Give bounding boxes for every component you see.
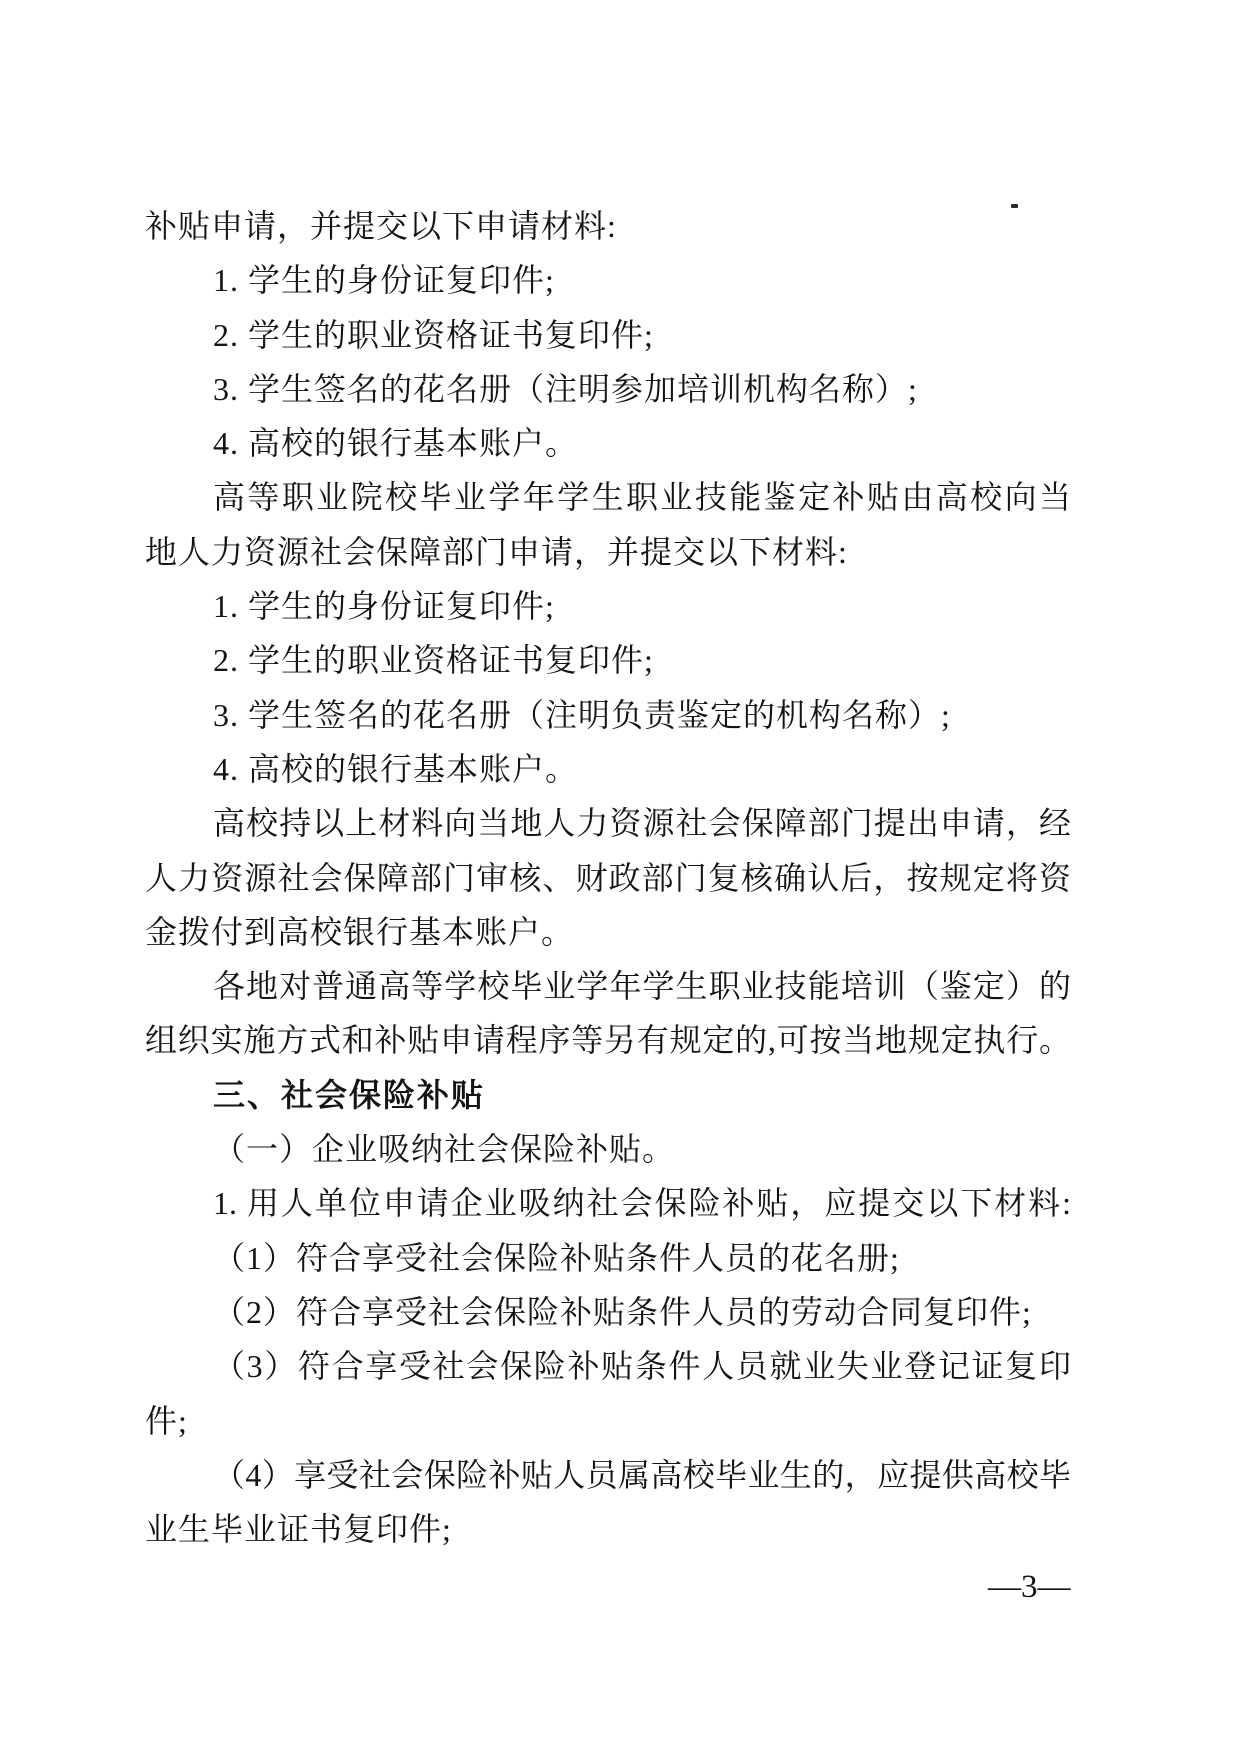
text-line: 4. 高校的银行基本账户。 [213, 750, 579, 787]
text-line: （4）享受社会保险补贴人员属高校毕业生的，应提供高校毕 [213, 1456, 1071, 1493]
text-line: 高校持以上材料向当地人力资源社会保障部门提出申请，经 [213, 805, 1071, 842]
text-line: 4. 高校的银行基本账户。 [213, 425, 579, 462]
text-line: （1）符合享受社会保险补贴条件人员的花名册; [213, 1239, 900, 1276]
text-line: 3. 学生签名的花名册（注明参加培训机构名称）; [213, 370, 918, 407]
text-line: 业生毕业证书复印件; [145, 1511, 452, 1548]
text-line: （一）企业吸纳社会保险补贴。 [213, 1131, 676, 1168]
text-line: 补贴申请，并提交以下申请材料: [145, 208, 617, 244]
text-line: 组织实施方式和补贴申请程序等另有规定的,可按当地规定执行。 [145, 1022, 1071, 1059]
text-line: 1. 学生的身份证复印件; [213, 588, 555, 625]
text-line: （3）符合享受社会保险补贴条件人员就业失业登记证复印 [213, 1348, 1071, 1385]
text-line: 件; [145, 1402, 188, 1439]
page-number: —3— [988, 1569, 1071, 1605]
text-line: 各地对普通高等学校毕业学年学生职业技能培训（鉴定）的 [213, 968, 1071, 1005]
text-line: （2）符合享受社会保险补贴条件人员的劳动合同复印件; [213, 1293, 1032, 1330]
text-line: 人力资源社会保障部门审核、财政部门复核确认后，按规定将资 [145, 859, 1071, 896]
document-body [145, 199, 1071, 1556]
text-line: 1. 学生的身份证复印件; [213, 262, 555, 299]
text-line: 2. 学生的职业资格证书复印件; [213, 316, 654, 353]
text-line: 2. 学生的职业资格证书复印件; [213, 642, 654, 679]
text-line: 地人力资源社会保障部门申请，并提交以下材料: [145, 533, 848, 570]
section-heading: 三、社会保险补贴 [213, 1076, 486, 1113]
text-line: 3. 学生签名的花名册（注明负责鉴定的机构名称）; [213, 696, 951, 733]
text-line: 金拨付到高校银行基本账户。 [145, 913, 575, 950]
text-line: 1. 用人单位申请企业吸纳社会保险补贴，应提交以下材料: [213, 1185, 1071, 1222]
text-line: 高等职业院校毕业学年学生职业技能鉴定补贴由高校向当 [213, 479, 1071, 516]
